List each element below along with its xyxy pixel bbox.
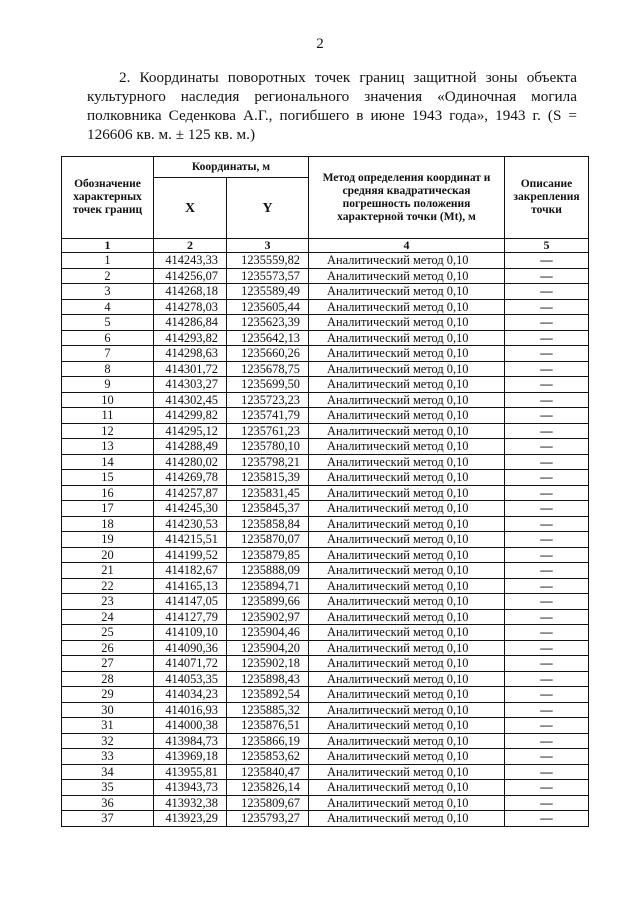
point-number: 1 bbox=[62, 253, 154, 269]
y-coordinate: 1235892,54 bbox=[227, 687, 309, 703]
description-cell: — bbox=[505, 811, 589, 827]
x-coordinate: 413932,38 bbox=[154, 795, 227, 811]
y-coordinate: 1235623,39 bbox=[227, 315, 309, 331]
point-number: 17 bbox=[62, 501, 154, 517]
point-number: 28 bbox=[62, 671, 154, 687]
table-row bbox=[62, 625, 589, 641]
description-cell: — bbox=[505, 454, 589, 470]
table-row bbox=[62, 733, 589, 749]
description-cell: — bbox=[505, 656, 589, 672]
y-coordinate: 1235870,07 bbox=[227, 532, 309, 548]
header-designation: Обозначение характерных точек границ bbox=[62, 157, 154, 239]
table-row bbox=[62, 408, 589, 424]
description-cell: — bbox=[505, 578, 589, 594]
method-cell: Аналитический метод 0,10 bbox=[309, 501, 505, 517]
y-coordinate: 1235904,46 bbox=[227, 625, 309, 641]
table-row bbox=[62, 439, 589, 455]
header-y: Y bbox=[227, 178, 309, 239]
page-number: 2 bbox=[316, 36, 324, 52]
table-row bbox=[62, 780, 589, 796]
coordinates-table bbox=[61, 156, 589, 827]
y-coordinate: 1235678,75 bbox=[227, 361, 309, 377]
description-cell: — bbox=[505, 284, 589, 300]
x-coordinate: 413969,18 bbox=[154, 749, 227, 765]
point-number: 26 bbox=[62, 640, 154, 656]
point-number: 3 bbox=[62, 284, 154, 300]
x-coordinate: 414053,35 bbox=[154, 671, 227, 687]
description-cell: — bbox=[505, 718, 589, 734]
table-row bbox=[62, 702, 589, 718]
point-number: 34 bbox=[62, 764, 154, 780]
x-coordinate: 414302,45 bbox=[154, 392, 227, 408]
point-number: 6 bbox=[62, 330, 154, 346]
method-cell: Аналитический метод 0,10 bbox=[309, 656, 505, 672]
method-cell: Аналитический метод 0,10 bbox=[309, 268, 505, 284]
y-coordinate: 1235894,71 bbox=[227, 578, 309, 594]
x-coordinate: 414127,79 bbox=[154, 609, 227, 625]
y-coordinate: 1235559,82 bbox=[227, 253, 309, 269]
table-row bbox=[62, 671, 589, 687]
method-cell: Аналитический метод 0,10 bbox=[309, 454, 505, 470]
description-cell: — bbox=[505, 547, 589, 563]
x-coordinate: 414269,78 bbox=[154, 470, 227, 486]
column-number: 1 bbox=[62, 239, 154, 253]
column-number: 3 bbox=[227, 239, 309, 253]
description-cell: — bbox=[505, 299, 589, 315]
column-number: 4 bbox=[309, 239, 505, 253]
method-cell: Аналитический метод 0,10 bbox=[309, 439, 505, 455]
description-cell: — bbox=[505, 377, 589, 393]
description-cell: — bbox=[505, 516, 589, 532]
x-coordinate: 414298,63 bbox=[154, 346, 227, 362]
table-row bbox=[62, 392, 589, 408]
table-row bbox=[62, 315, 589, 331]
y-coordinate: 1235798,21 bbox=[227, 454, 309, 470]
x-coordinate: 414286,84 bbox=[154, 315, 227, 331]
point-number: 2 bbox=[62, 268, 154, 284]
table-row bbox=[62, 268, 589, 284]
point-number: 27 bbox=[62, 656, 154, 672]
table-row bbox=[62, 656, 589, 672]
description-cell: — bbox=[505, 687, 589, 703]
y-coordinate: 1235589,49 bbox=[227, 284, 309, 300]
table-row bbox=[62, 299, 589, 315]
table-row bbox=[62, 501, 589, 517]
method-cell: Аналитический метод 0,10 bbox=[309, 795, 505, 811]
x-coordinate: 414245,30 bbox=[154, 501, 227, 517]
y-coordinate: 1235642,13 bbox=[227, 330, 309, 346]
description-cell: — bbox=[505, 315, 589, 331]
point-number: 19 bbox=[62, 532, 154, 548]
description-cell: — bbox=[505, 361, 589, 377]
point-number: 35 bbox=[62, 780, 154, 796]
x-coordinate: 414182,67 bbox=[154, 563, 227, 579]
description-cell: — bbox=[505, 764, 589, 780]
x-coordinate: 414071,72 bbox=[154, 656, 227, 672]
y-coordinate: 1235605,44 bbox=[227, 299, 309, 315]
point-number: 36 bbox=[62, 795, 154, 811]
point-number: 4 bbox=[62, 299, 154, 315]
method-cell: Аналитический метод 0,10 bbox=[309, 408, 505, 424]
x-coordinate: 414165,13 bbox=[154, 578, 227, 594]
y-coordinate: 1235573,57 bbox=[227, 268, 309, 284]
x-coordinate: 413955,81 bbox=[154, 764, 227, 780]
y-coordinate: 1235904,20 bbox=[227, 640, 309, 656]
y-coordinate: 1235831,45 bbox=[227, 485, 309, 501]
y-coordinate: 1235780,10 bbox=[227, 439, 309, 455]
description-cell: — bbox=[505, 795, 589, 811]
y-coordinate: 1235741,79 bbox=[227, 408, 309, 424]
point-number: 18 bbox=[62, 516, 154, 532]
method-cell: Аналитический метод 0,10 bbox=[309, 346, 505, 362]
point-number: 30 bbox=[62, 702, 154, 718]
x-coordinate: 413943,73 bbox=[154, 780, 227, 796]
header-coordinates: Координаты, м bbox=[154, 157, 309, 178]
method-cell: Аналитический метод 0,10 bbox=[309, 532, 505, 548]
point-number: 37 bbox=[62, 811, 154, 827]
table-row bbox=[62, 578, 589, 594]
y-coordinate: 1235898,43 bbox=[227, 671, 309, 687]
header-x: X bbox=[154, 178, 227, 239]
y-coordinate: 1235815,39 bbox=[227, 470, 309, 486]
table-row bbox=[62, 361, 589, 377]
method-cell: Аналитический метод 0,10 bbox=[309, 718, 505, 734]
y-coordinate: 1235761,23 bbox=[227, 423, 309, 439]
method-cell: Аналитический метод 0,10 bbox=[309, 516, 505, 532]
method-cell: Аналитический метод 0,10 bbox=[309, 299, 505, 315]
method-cell: Аналитический метод 0,10 bbox=[309, 578, 505, 594]
x-coordinate: 414000,38 bbox=[154, 718, 227, 734]
y-coordinate: 1235899,66 bbox=[227, 594, 309, 610]
y-coordinate: 1235840,47 bbox=[227, 764, 309, 780]
description-cell: — bbox=[505, 609, 589, 625]
method-cell: Аналитический метод 0,10 bbox=[309, 749, 505, 765]
x-coordinate: 414256,07 bbox=[154, 268, 227, 284]
method-cell: Аналитический метод 0,10 bbox=[309, 702, 505, 718]
table-row bbox=[62, 346, 589, 362]
point-number: 15 bbox=[62, 470, 154, 486]
point-number: 32 bbox=[62, 733, 154, 749]
method-cell: Аналитический метод 0,10 bbox=[309, 609, 505, 625]
method-cell: Аналитический метод 0,10 bbox=[309, 811, 505, 827]
y-coordinate: 1235793,27 bbox=[227, 811, 309, 827]
description-cell: — bbox=[505, 346, 589, 362]
x-coordinate: 414268,18 bbox=[154, 284, 227, 300]
method-cell: Аналитический метод 0,10 bbox=[309, 315, 505, 331]
method-cell: Аналитический метод 0,10 bbox=[309, 687, 505, 703]
table-row bbox=[62, 640, 589, 656]
method-cell: Аналитический метод 0,10 bbox=[309, 423, 505, 439]
description-cell: — bbox=[505, 702, 589, 718]
description-cell: — bbox=[505, 408, 589, 424]
description-cell: — bbox=[505, 501, 589, 517]
method-cell: Аналитический метод 0,10 bbox=[309, 625, 505, 641]
x-coordinate: 414299,82 bbox=[154, 408, 227, 424]
point-number: 7 bbox=[62, 346, 154, 362]
method-cell: Аналитический метод 0,10 bbox=[309, 563, 505, 579]
method-cell: Аналитический метод 0,10 bbox=[309, 640, 505, 656]
y-coordinate: 1235902,18 bbox=[227, 656, 309, 672]
point-number: 11 bbox=[62, 408, 154, 424]
table-row bbox=[62, 516, 589, 532]
y-coordinate: 1235809,67 bbox=[227, 795, 309, 811]
table-row bbox=[62, 485, 589, 501]
y-coordinate: 1235845,37 bbox=[227, 501, 309, 517]
header-description: Описание закрепления точки bbox=[505, 157, 589, 239]
method-cell: Аналитический метод 0,10 bbox=[309, 594, 505, 610]
x-coordinate: 413984,73 bbox=[154, 733, 227, 749]
table-row bbox=[62, 454, 589, 470]
point-number: 16 bbox=[62, 485, 154, 501]
point-number: 12 bbox=[62, 423, 154, 439]
x-coordinate: 414303,27 bbox=[154, 377, 227, 393]
x-coordinate: 414301,72 bbox=[154, 361, 227, 377]
y-coordinate: 1235888,09 bbox=[227, 563, 309, 579]
x-coordinate: 414243,33 bbox=[154, 253, 227, 269]
point-number: 20 bbox=[62, 547, 154, 563]
description-cell: — bbox=[505, 749, 589, 765]
method-cell: Аналитический метод 0,10 bbox=[309, 733, 505, 749]
section-heading-text: 2. Координаты поворотных точек границ защитной зоны объекта культурного наследия регионального значения «Одиночная могила полковника Седенкова А.Г., погибшего в июне 1943 года», 1943 г. (S = 126606 кв. м. ± 125 кв. м.) bbox=[87, 69, 577, 143]
point-number: 23 bbox=[62, 594, 154, 610]
y-coordinate: 1235858,84 bbox=[227, 516, 309, 532]
table-row bbox=[62, 330, 589, 346]
x-coordinate: 414257,87 bbox=[154, 485, 227, 501]
x-coordinate: 413923,29 bbox=[154, 811, 227, 827]
table-row bbox=[62, 594, 589, 610]
table-row bbox=[62, 563, 589, 579]
description-cell: — bbox=[505, 563, 589, 579]
x-coordinate: 414278,03 bbox=[154, 299, 227, 315]
point-number: 31 bbox=[62, 718, 154, 734]
header-method: Метод определения координат и средняя квадратическая погрешность положения характерной точки (Mt), м bbox=[309, 157, 505, 239]
method-cell: Аналитический метод 0,10 bbox=[309, 764, 505, 780]
x-coordinate: 414288,49 bbox=[154, 439, 227, 455]
point-number: 25 bbox=[62, 625, 154, 641]
table-row bbox=[62, 253, 589, 269]
section-heading bbox=[87, 68, 577, 144]
description-cell: — bbox=[505, 625, 589, 641]
point-number: 5 bbox=[62, 315, 154, 331]
y-coordinate: 1235853,62 bbox=[227, 749, 309, 765]
y-coordinate: 1235660,26 bbox=[227, 346, 309, 362]
table-row bbox=[62, 423, 589, 439]
description-cell: — bbox=[505, 594, 589, 610]
table-row bbox=[62, 377, 589, 393]
point-number: 13 bbox=[62, 439, 154, 455]
table-row bbox=[62, 811, 589, 827]
description-cell: — bbox=[505, 330, 589, 346]
description-cell: — bbox=[505, 392, 589, 408]
x-coordinate: 414293,82 bbox=[154, 330, 227, 346]
point-number: 9 bbox=[62, 377, 154, 393]
table-row bbox=[62, 547, 589, 563]
method-cell: Аналитический метод 0,10 bbox=[309, 253, 505, 269]
x-coordinate: 414016,93 bbox=[154, 702, 227, 718]
x-coordinate: 414295,12 bbox=[154, 423, 227, 439]
table-row bbox=[62, 764, 589, 780]
method-cell: Аналитический метод 0,10 bbox=[309, 780, 505, 796]
x-coordinate: 414280,02 bbox=[154, 454, 227, 470]
method-cell: Аналитический метод 0,10 bbox=[309, 330, 505, 346]
x-coordinate: 414199,52 bbox=[154, 547, 227, 563]
table-row bbox=[62, 532, 589, 548]
y-coordinate: 1235902,97 bbox=[227, 609, 309, 625]
point-number: 14 bbox=[62, 454, 154, 470]
table-row bbox=[62, 795, 589, 811]
description-cell: — bbox=[505, 733, 589, 749]
x-coordinate: 414090,36 bbox=[154, 640, 227, 656]
y-coordinate: 1235723,23 bbox=[227, 392, 309, 408]
description-cell: — bbox=[505, 439, 589, 455]
y-coordinate: 1235699,50 bbox=[227, 377, 309, 393]
description-cell: — bbox=[505, 470, 589, 486]
column-number: 5 bbox=[505, 239, 589, 253]
y-coordinate: 1235876,51 bbox=[227, 718, 309, 734]
method-cell: Аналитический метод 0,10 bbox=[309, 284, 505, 300]
point-number: 21 bbox=[62, 563, 154, 579]
description-cell: — bbox=[505, 780, 589, 796]
point-number: 10 bbox=[62, 392, 154, 408]
method-cell: Аналитический метод 0,10 bbox=[309, 485, 505, 501]
point-number: 24 bbox=[62, 609, 154, 625]
table-row bbox=[62, 718, 589, 734]
method-cell: Аналитический метод 0,10 bbox=[309, 392, 505, 408]
table-row bbox=[62, 284, 589, 300]
description-cell: — bbox=[505, 671, 589, 687]
method-cell: Аналитический метод 0,10 bbox=[309, 377, 505, 393]
description-cell: — bbox=[505, 253, 589, 269]
y-coordinate: 1235826,14 bbox=[227, 780, 309, 796]
x-coordinate: 414147,05 bbox=[154, 594, 227, 610]
method-cell: Аналитический метод 0,10 bbox=[309, 470, 505, 486]
x-coordinate: 414109,10 bbox=[154, 625, 227, 641]
description-cell: — bbox=[505, 268, 589, 284]
x-coordinate: 414215,51 bbox=[154, 532, 227, 548]
y-coordinate: 1235879,85 bbox=[227, 547, 309, 563]
table-row bbox=[62, 749, 589, 765]
table-row bbox=[62, 609, 589, 625]
description-cell: — bbox=[505, 532, 589, 548]
y-coordinate: 1235885,32 bbox=[227, 702, 309, 718]
method-cell: Аналитический метод 0,10 bbox=[309, 671, 505, 687]
point-number: 8 bbox=[62, 361, 154, 377]
method-cell: Аналитический метод 0,10 bbox=[309, 547, 505, 563]
method-cell: Аналитический метод 0,10 bbox=[309, 361, 505, 377]
table-body bbox=[62, 253, 589, 827]
point-number: 29 bbox=[62, 687, 154, 703]
x-coordinate: 414034,23 bbox=[154, 687, 227, 703]
point-number: 33 bbox=[62, 749, 154, 765]
point-number: 22 bbox=[62, 578, 154, 594]
column-number-row bbox=[62, 239, 589, 253]
table-row bbox=[62, 470, 589, 486]
y-coordinate: 1235866,19 bbox=[227, 733, 309, 749]
description-cell: — bbox=[505, 423, 589, 439]
table-row bbox=[62, 687, 589, 703]
column-number: 2 bbox=[154, 239, 227, 253]
description-cell: — bbox=[505, 485, 589, 501]
description-cell: — bbox=[505, 640, 589, 656]
x-coordinate: 414230,53 bbox=[154, 516, 227, 532]
